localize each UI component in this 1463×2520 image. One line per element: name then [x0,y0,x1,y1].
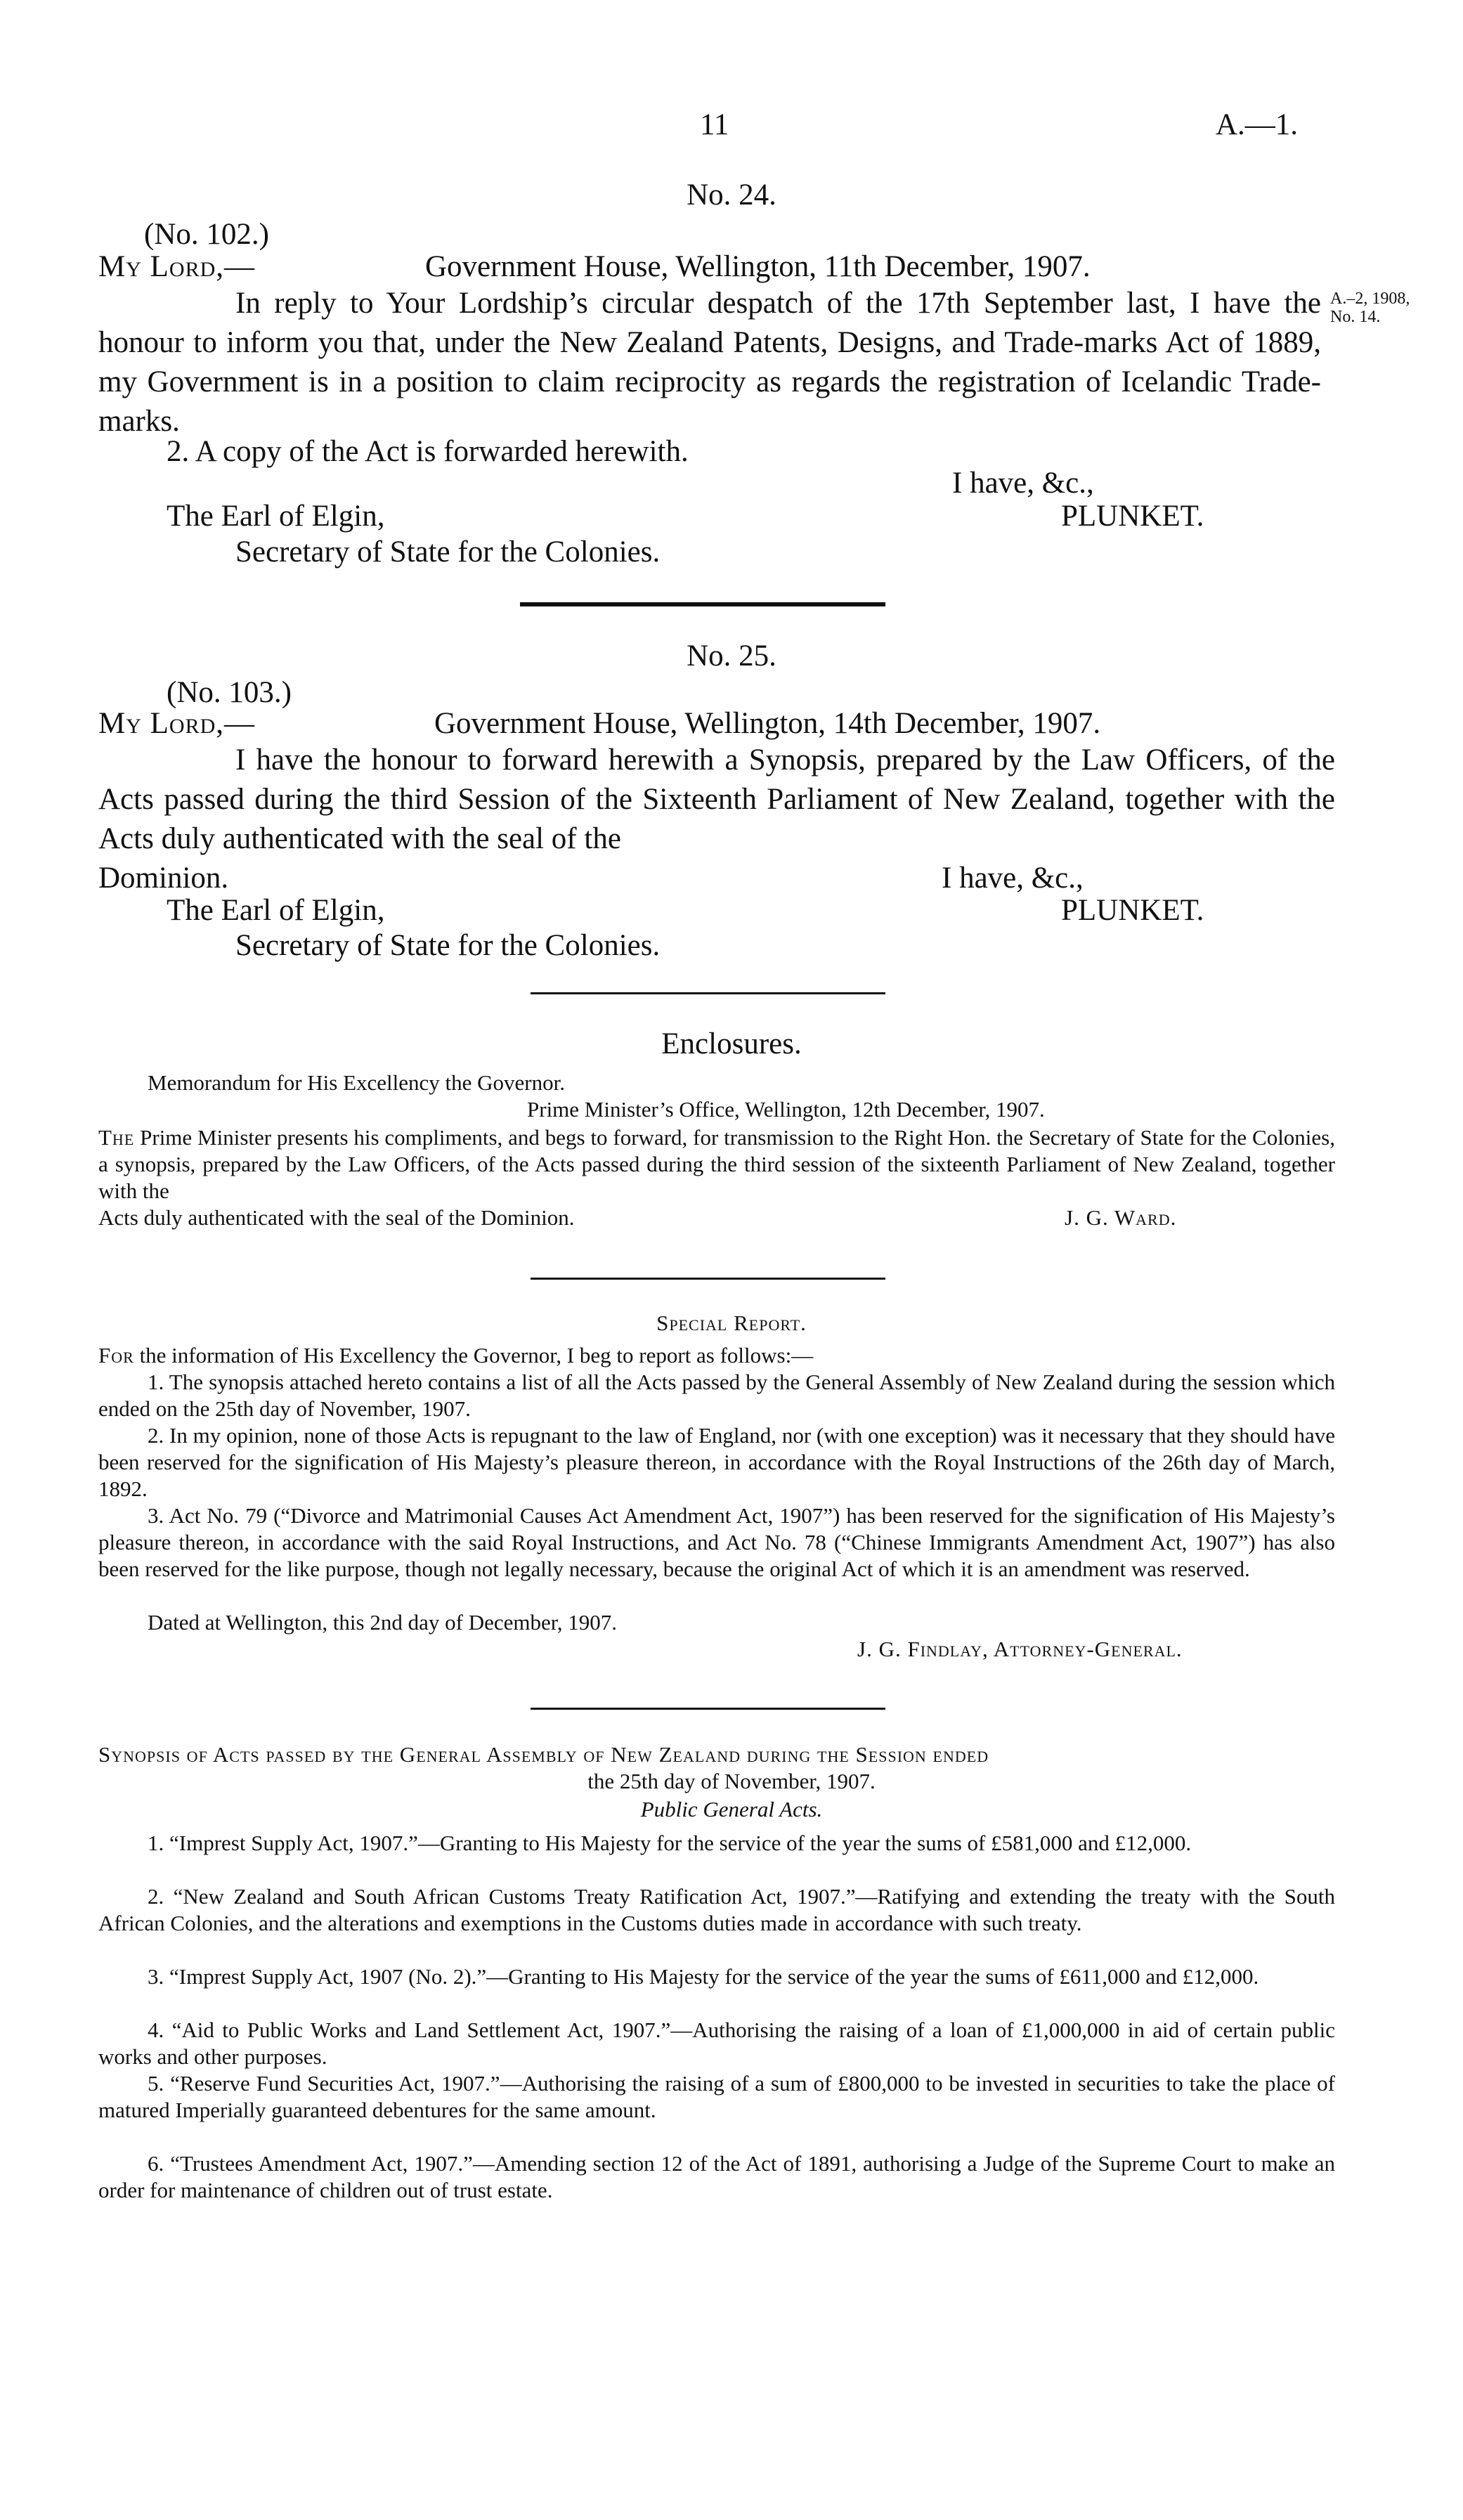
synopsis-item: 5. “Reserve Fund Securities Act, 1907.”—Authorising the raising of a sum of £800,000 to be invested in securities to take the place of matured Imperially guaranteed debentures for the same amount. [98,2071,1335,2122]
addressee-name: The Earl of Elgin, [167,894,385,927]
synopsis-subheading: Public General Acts. [640,1797,823,1821]
report-intro-text: the information of His Excellency the Governor, I beg to report as follows:— [139,1343,814,1368]
signature: PLUNKET. [1061,500,1204,533]
report-intro [98,1342,813,1369]
synopsis-item: 4. “Aid to Public Works and Land Settlement Act, 1907.”—Authorising the raising of a loan of £1,000,000 in aid of certain public works and other purposes. [98,2018,1335,2069]
letter-paragraph: 2. A copy of the Act is forwarded herewith. [167,435,689,468]
section-divider [531,1278,885,1280]
despatch-number: (No. 102.) [144,218,269,251]
addressee-title: Secretary of State for the Colonies. [235,535,661,569]
margin-note: No. 14. [1330,308,1381,326]
memo-title: Memorandum for His Excellency the Governor. [148,1070,565,1095]
synopsis-heading-line2: the 25th day of November, 1907. [587,1769,876,1793]
memo-lead-word: The [98,1125,135,1150]
margin-note: A.–2, 1908, [1330,290,1410,308]
memo-signature: J. G. Ward. [1065,1205,1177,1230]
document-reference: A.—1. [1216,108,1299,141]
addressee-title: Secretary of State for the Colonies. [235,929,661,962]
memo-text: Prime Minister presents his compliments, and begs to forward, for transmission to the Right Hon. the Secretary of State for the Colonies, a synopsis, prepared by the Law Officers, of the Acts passed during the third session of the sixteenth Parliament of New Zealand, together with the [98,1125,1335,1203]
memo-body [98,1124,1335,1204]
addressee-name: The Earl of Elgin, [167,500,385,533]
letter-paragraph-end: Dominion. [98,862,229,895]
memo-body-end: Acts duly authenticated with the seal of the Dominion. [98,1205,575,1230]
letter-number: No. 24. [687,178,776,212]
report-paragraph: 2. In my opinion, none of those Acts is repugnant to the law of England, nor (with one exception) was it necessary that they should have been reserved for the signification of His Majesty’s pleasure thereon, in accordance with the Royal Instructions of the 26th day of March, 1892. [98,1423,1335,1501]
enclosures-heading: Enclosures. [661,1027,802,1060]
letter-closing: I have, &c., [942,862,1084,895]
signature: PLUNKET. [1061,894,1204,927]
letter-number: No. 25. [687,639,776,673]
section-divider [531,1708,885,1710]
synopsis-item: 2. “New Zealand and South African Customs Treaty Ratification Act, 1907.”—Ratifying and extending the treaty with the South African Colonies, and the alterations and exemptions in the Customs duties made in accordance with such treaty. [98,1884,1335,1935]
report-signature: J. G. Findlay, Attorney-General. [857,1637,1183,1661]
synopsis-item: 3. “Imprest Supply Act, 1907 (No. 2).”—Granting to His Majesty for the service of the year the sums of £611,000 and £12,000. [148,1964,1259,1989]
letter-paragraph: I have the honour to forward herewith a Synopsis, prepared by the Law Officers, of the Acts passed during the third Session of the Sixteenth Parliament of New Zealand, together with the Acts duly authenticated with the seal of the [98,743,1335,855]
synopsis-item: 1. “Imprest Supply Act, 1907.”—Granting to His Majesty for the service of the year the sums of £581,000 and £12,000. [148,1831,1192,1855]
report-lead-word: For [98,1343,134,1368]
synopsis-heading-line1: Synopsis of Acts passed by the General Assembly of New Zealand during the Session ended [98,1742,989,1767]
section-divider [520,602,885,606]
memo-address: Prime Minister’s Office, Wellington, 12th December, 1907. [527,1097,1045,1122]
salutation: My Lord,— [98,250,256,283]
report-paragraph: 1. The synopsis attached hereto contains a list of all the Acts passed by the General Assembly of New Zealand during the session which ended on the 25th day of November, 1907. [98,1370,1335,1421]
report-paragraph: 3. Act No. 79 (“Divorce and Matrimonial Causes Act Amendment Act, 1907”) has been reserved for the signification of His Majesty’s pleasure thereon, in accordance with the said Royal Instructions, and Act No. 78 (“Chinese Immigrants Amendment Act, 1907”) has also been reserved for the like purpose, though not legally necessary, because the original Act of which it is an amendment was reserved. [98,1503,1335,1581]
synopsis-heading [98,1741,1335,1768]
page-number: 11 [700,108,729,141]
letter-address: Government House, Wellington, 11th December, 1907. [425,250,1091,283]
letter-address: Government House, Wellington, 14th December, 1907. [434,707,1101,740]
report-dated: Dated at Wellington, this 2nd day of December, 1907. [148,1610,618,1635]
synopsis-item: 6. “Trustees Amendment Act, 1907.”—Amending section 12 of the Act of 1891, authorising a Judge of the Supreme Court to make an order for maintenance of children out of trust estate. [98,2151,1335,2202]
special-report-heading: Special Report. [656,1311,807,1335]
despatch-number: (No. 103.) [167,676,292,709]
letter-closing: I have, &c., [952,467,1094,500]
salutation: My Lord,— [98,707,256,740]
letter-paragraph: In reply to Your Lordship’s circular despatch of the 17th September last, I have the honour to inform you that, under the New Zealand Patents, Designs, and Trade-marks Act of 1889, my Government is in a position to claim reciprocity as regards the registration of Icelandic Trade-marks. [98,287,1321,438]
section-divider [531,992,885,994]
